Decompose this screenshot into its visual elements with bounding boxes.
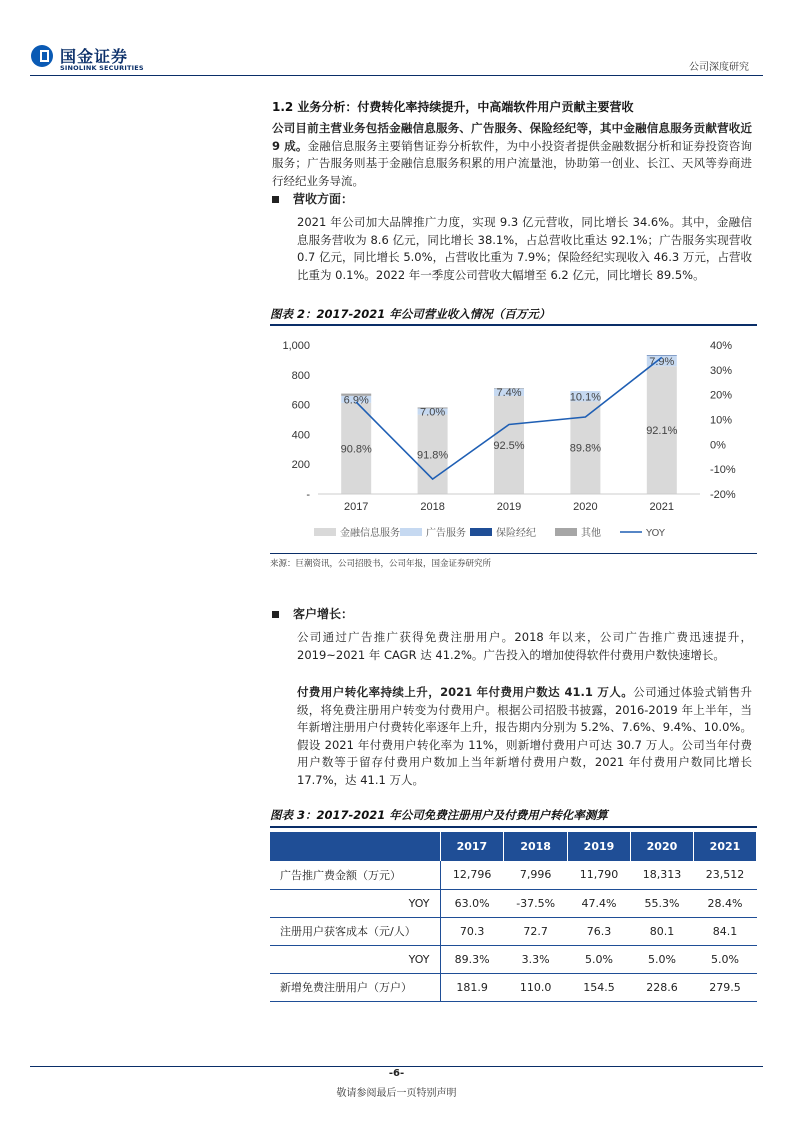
table-row <box>270 861 757 889</box>
table-cell: 47.4% <box>568 889 631 917</box>
ads-share-label: 7.9% <box>649 355 675 368</box>
table-row-label: 广告推广费金额（万元） <box>270 861 440 889</box>
table-cell: 80.1 <box>630 917 693 945</box>
table-header-blank <box>270 832 440 861</box>
figure2-bottom-rule <box>270 553 757 554</box>
table-row-label: 注册用户获客成本（元/人） <box>270 917 440 945</box>
table-cell: 76.3 <box>568 917 631 945</box>
table-cell: 279.5 <box>693 973 756 1001</box>
table-cell: 110.0 <box>504 973 568 1001</box>
chart-right-axis <box>710 340 736 501</box>
chart-legend <box>314 526 666 539</box>
figure2-source: 来源：巨潮资讯，公司招股书，公司年报，国金证券研究所 <box>270 559 492 569</box>
logo-english: SINOLINK SECURITIES <box>60 64 144 72</box>
legend-swatch <box>314 528 336 536</box>
table-header-year: 2017 <box>440 832 504 861</box>
intro-paragraph <box>272 120 752 190</box>
table-header-year: 2019 <box>568 832 631 861</box>
table-cell: -37.5% <box>504 889 568 917</box>
ads-share-label: 7.0% <box>420 406 446 419</box>
right-axis-tick: -10% <box>710 464 736 477</box>
intro-rest: 金融信息服务主要销售证券分析软件，为中小投资者提供金融数据分析和证券投资咨询服务；广告服务则基于金融信息服务积累的用户流量池，协助第一创业、长江、天风等券商进行经纪业务导流。 <box>272 138 752 188</box>
legend-label: 广告服务 <box>426 528 466 539</box>
footer-disclaimer: 敬请参阅最后一页特别声明 <box>336 1088 457 1099</box>
table-row <box>270 889 757 917</box>
figure2-top-rule <box>270 324 757 326</box>
table-cell: 228.6 <box>630 973 693 1001</box>
right-axis-tick: 30% <box>710 364 733 377</box>
legend-label: 金融信息服务 <box>340 528 400 539</box>
customers-p2-rest: 公司通过体验式销售升级，将免费注册用户转变为付费用户。根据公司招股书披露，2016-2019 年上半年，当年新增注册用户付费转化率逐年上升，报告期内分别为 5.2%、7.6%、9.4%、10.0%。假设 2021 年付费用户转化率为 11%，则新增付费用户可达 30.7 万人。公司当年付费用户数等于留存付费用户数加上当年新增付费用户数，2021 年付费用户数同比增长 17.7%，达 41.1 万人。 <box>297 685 753 787</box>
table-cell: 5.0% <box>568 945 631 973</box>
revenue-bullet-label: 营收方面： <box>293 192 354 206</box>
table-header-row <box>270 832 757 861</box>
right-axis-tick: 0% <box>710 439 726 452</box>
table-row-label: YOY <box>270 889 440 917</box>
conversion-table <box>270 832 757 1002</box>
bullet-square-icon <box>272 611 279 618</box>
x-axis-tick: 2017 <box>343 501 369 513</box>
legend-label: YOY <box>646 528 665 539</box>
table-header-year: 2020 <box>630 832 693 861</box>
table-cell: 11,790 <box>568 861 631 889</box>
logo-chinese: 国金证券 <box>60 47 129 66</box>
chart-left-axis <box>282 340 310 501</box>
ads-share-label: 10.1% <box>569 391 602 404</box>
table-header-year: 2018 <box>504 832 568 861</box>
table-cell: 23,512 <box>693 861 756 889</box>
info-share-label: 92.1% <box>646 425 678 438</box>
legend-swatch <box>555 528 577 536</box>
left-axis-tick: 600 <box>291 399 310 412</box>
x-axis-tick: 2021 <box>649 501 675 513</box>
table-cell: 5.0% <box>693 945 756 973</box>
left-axis-tick: 400 <box>291 429 310 442</box>
table-row-label: 新增免费注册用户（万户） <box>270 973 440 1001</box>
info-share-label: 90.8% <box>340 443 372 456</box>
right-axis-tick: 10% <box>710 414 733 427</box>
info-share-label: 92.5% <box>493 439 525 452</box>
legend-label: 其他 <box>581 528 601 539</box>
table-header-year: 2021 <box>693 832 756 861</box>
legend-swatch <box>470 528 492 536</box>
left-axis-tick: 1,000 <box>282 340 310 352</box>
customers-bullet-label: 客户增长： <box>293 607 354 621</box>
table-cell: 7,996 <box>504 861 568 889</box>
header-rule <box>30 75 763 76</box>
chart-x-axis <box>318 494 700 513</box>
ads-share-label: 7.4% <box>496 387 522 400</box>
table-cell: 84.1 <box>693 917 756 945</box>
table-cell: 181.9 <box>440 973 504 1001</box>
table-cell: 55.3% <box>630 889 693 917</box>
left-axis-tick: 800 <box>291 369 310 382</box>
right-axis-tick: 40% <box>710 340 733 352</box>
table-cell: 18,313 <box>630 861 693 889</box>
left-axis-tick: - <box>306 489 310 501</box>
table-cell: 70.3 <box>440 917 504 945</box>
bullet-square-icon <box>272 196 279 203</box>
x-axis-tick: 2020 <box>573 501 598 513</box>
revenue-paragraph: 2021 年公司加大品牌推广力度，实现 9.3 亿元营收，同比增长 34.6%。其中，金融信息服务营收为 8.6 亿元，同比增长 38.1%，占总营收比重达 92.1%；广告服务实现营收 0.7 亿元，同比增长 5.0%，占营收比重为 7.9%；保险经纪实现收入 46.3 万元，占营收比重为 0.1%。2022 年一季度公司营收大幅增至 6.2 亿元，同比增长 89.5%。 <box>297 215 752 282</box>
table-row-label: YOY <box>270 945 440 973</box>
table-row <box>270 945 757 973</box>
table-cell: 72.7 <box>504 917 568 945</box>
legend-label: 保险经纪 <box>496 528 536 539</box>
right-axis-tick: 20% <box>710 389 733 402</box>
table-cell: 89.3% <box>440 945 504 973</box>
section-title: 1.2 业务分析：付费转化率持续提升，中高端软件用户贡献主要营收 <box>272 100 634 114</box>
ads-share-label: 6.9% <box>343 394 369 407</box>
customers-bullet <box>272 605 353 622</box>
table-cell: 154.5 <box>568 973 631 1001</box>
sinolink-logo-icon <box>30 44 54 68</box>
right-axis-tick: -20% <box>710 489 736 501</box>
customers-paragraph-1: 公司通过广告推广获得免费注册用户。2018 年以来，公司广告推广费迅速提升，2019~2021 年 CAGR 达 41.2%。广告投入的增加使得软件付费用户数快速增长。 <box>297 630 752 662</box>
figure3-top-rule <box>270 826 757 828</box>
info-share-label: 91.8% <box>416 449 449 462</box>
customers-p2-bold: 付费用户转化率持续上升，2021 年付费用户数达 41.1 万人。 <box>297 685 634 699</box>
intro-bold: 公司目前主营业务包括金融信息服务、广告服务、保险经纪等，其中金融信息服务贡献营收近 9 成。 <box>272 121 752 153</box>
table-row <box>270 917 757 945</box>
footer-rule <box>30 1066 763 1067</box>
figure2-title: 图表 2：2017-2021 年公司营业收入情况（百万元） <box>270 307 551 321</box>
table-row <box>270 973 757 1001</box>
figure3-title: 图表 3：2017-2021 年公司免费注册用户及付费用户转化率测算 <box>270 808 608 822</box>
revenue-bullet <box>272 190 353 207</box>
x-axis-tick: 2019 <box>496 501 522 513</box>
info-share-label: 89.8% <box>569 442 602 455</box>
customers-paragraph-2 <box>297 684 752 789</box>
left-axis-tick: 200 <box>291 459 310 472</box>
table-cell: 5.0% <box>630 945 693 973</box>
revenue-chart <box>270 330 757 550</box>
table-cell: 3.3% <box>504 945 568 973</box>
x-axis-tick: 2018 <box>420 501 445 513</box>
page-number: -6- <box>388 1068 405 1079</box>
table-cell: 63.0% <box>440 889 504 917</box>
table-cell: 12,796 <box>440 861 504 889</box>
legend-swatch <box>400 528 422 536</box>
doc-type: 公司深度研究 <box>689 62 749 73</box>
table-cell: 28.4% <box>693 889 756 917</box>
